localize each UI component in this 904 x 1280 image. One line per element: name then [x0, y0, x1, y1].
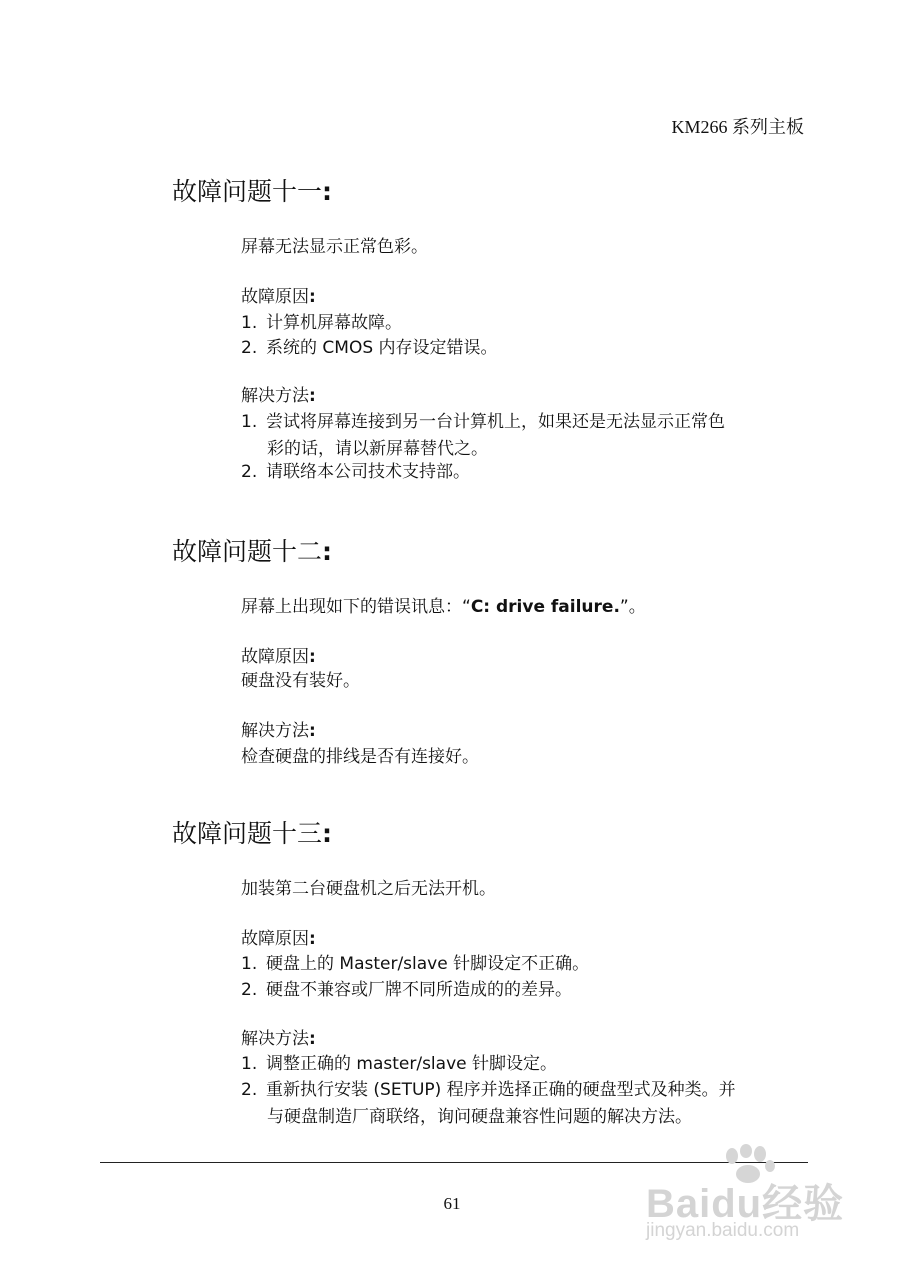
list-item: 1. 硬盘上的 Master/slave 针脚设定不正确。	[241, 954, 590, 974]
page-header-title: KM266 系列主板	[671, 117, 804, 137]
list-item: 1. 尝试将屏幕连接到另一台计算机上，如果还是无法显示正常色 彩的话，请以新屏幕替代之。	[241, 412, 725, 459]
watermark-url: jingyan.baidu.com	[646, 1220, 800, 1241]
baidu-watermark	[640, 1140, 880, 1270]
solution-label: 解决方法:	[241, 721, 316, 741]
list-item: 2. 请联络本公司技术支持部。	[241, 462, 470, 482]
watermark-text: Baidu经验	[646, 1182, 845, 1226]
list-item: 2. 重新执行安装 (SETUP) 程序并选择正确的硬盘型式及种类。并 与硬盘制造厂商联络，询问硬盘兼容性问题的解决方法。	[241, 1080, 736, 1127]
solution-label: 解决方法:	[241, 386, 316, 406]
section-title: 故障问题十一:	[172, 177, 333, 206]
cause-label: 故障原因:	[241, 287, 316, 307]
cause-text: 硬盘没有装好。	[241, 671, 360, 691]
solution-text: 检查硬盘的排线是否有连接好。	[241, 747, 479, 767]
section-title: 故障问题十三:	[172, 819, 333, 848]
list-item: 1. 调整正确的 master/slave 针脚设定。	[241, 1054, 558, 1074]
list-item: 1. 计算机屏幕故障。	[241, 313, 402, 333]
cause-label: 故障原因:	[241, 647, 316, 667]
page-number: 61	[443, 1194, 461, 1213]
problem-description: 屏幕上出现如下的错误讯息：“C: drive failure.”。	[241, 597, 646, 617]
error-message: C: drive failure.	[470, 597, 620, 617]
list-item: 2. 硬盘不兼容或厂牌不同所造成的的差异。	[241, 980, 572, 1000]
cause-label: 故障原因:	[241, 929, 316, 949]
problem-description: 屏幕无法显示正常色彩。	[241, 237, 428, 257]
solution-label: 解决方法:	[241, 1029, 316, 1049]
problem-description: 加装第二台硬盘机之后无法开机。	[241, 879, 496, 899]
section-title: 故障问题十二:	[172, 537, 333, 566]
list-item: 2. 系统的 CMOS 内存设定错误。	[241, 338, 498, 358]
